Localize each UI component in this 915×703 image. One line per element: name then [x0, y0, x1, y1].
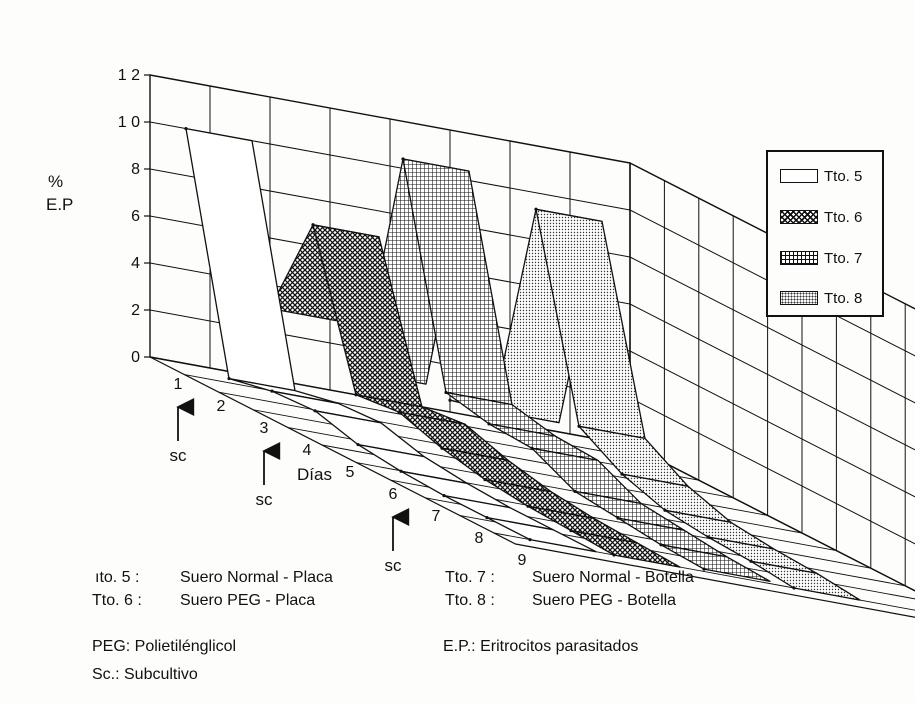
data-point [663, 509, 666, 512]
legend-swatch-tto6 [780, 210, 818, 224]
legend-item-tto8 [780, 288, 862, 308]
chart-labels [46, 172, 332, 484]
subculture-label: sc [384, 556, 402, 575]
legend-label-tto7: Tto. 7 [824, 249, 863, 267]
note-tto5-text: Suero Normal - Placa [180, 569, 333, 586]
data-point [573, 490, 576, 493]
data-point [702, 568, 705, 571]
y-axis-label-symbol: % [48, 172, 64, 191]
back-wall-gridline-h [630, 304, 915, 491]
legend-swatch-tto7 [780, 251, 818, 265]
data-point [313, 409, 316, 412]
note-peg: PEG: Polietilénglicol [92, 638, 237, 655]
legend-label-tto8: Tto. 8 [824, 289, 863, 307]
data-point [397, 411, 400, 414]
data-point [270, 390, 273, 393]
note-ep: E.P.: Eritrocitos parasitados [443, 638, 639, 655]
note-tto6-key: Tto. 6 : [92, 592, 142, 609]
data-point [577, 425, 580, 428]
data-point [487, 422, 490, 425]
data-point [749, 560, 752, 563]
data-point [659, 543, 662, 546]
data-point [530, 447, 533, 450]
x-axis-label: Días [297, 465, 332, 484]
x-tick-label: 5 [345, 464, 355, 481]
legend-item-tto7 [780, 248, 862, 268]
note-tto8-key: Tto. 8 : [445, 592, 495, 609]
y-tick-label: 1 2 [117, 67, 140, 84]
data-point [448, 399, 451, 402]
y-tick-label: 0 [131, 349, 140, 366]
subculture-label: sc [169, 446, 187, 465]
note-tto7-key: Tto. 7 : [445, 569, 495, 586]
data-point [526, 505, 529, 508]
x-tick-label: 6 [388, 486, 398, 503]
x-tick-label: 4 [302, 442, 312, 459]
data-point [528, 538, 531, 541]
data-point [534, 208, 537, 211]
y-axis-label-text: E.P [46, 195, 74, 214]
legend-item-tto6 [780, 207, 862, 227]
data-point [569, 529, 572, 532]
x-tick-label: 3 [259, 420, 269, 437]
note-tto6-text: Suero PEG - Placa [180, 592, 316, 609]
data-point [616, 517, 619, 520]
data-point [620, 473, 623, 476]
y-tick-label: 8 [131, 161, 140, 178]
data-point [440, 447, 443, 450]
data-point [399, 470, 402, 473]
data-point [706, 535, 709, 538]
data-point [444, 391, 447, 394]
data-point [485, 516, 488, 519]
x-tick-label: 9 [517, 552, 527, 569]
note-tto8-text: Suero PEG - Botella [532, 592, 677, 609]
subculture-label: sc [255, 490, 273, 509]
data-point [483, 478, 486, 481]
data-point [442, 494, 445, 497]
y-tick-label: 4 [131, 255, 140, 272]
x-tick-label: 1 [173, 376, 183, 393]
data-point [311, 223, 314, 226]
x-tick-label: 2 [216, 398, 226, 415]
note-sc: Sc.: Subcultivo [92, 666, 198, 683]
legend-swatch-tto5 [780, 169, 818, 183]
legend-swatch-tto8 [780, 291, 818, 305]
data-point [792, 586, 795, 589]
legend-item-tto5 [780, 166, 862, 186]
note-tto7-text: Suero Normal - Botella [532, 569, 694, 586]
ribbon-segment [186, 129, 295, 391]
x-tick-label: 8 [474, 530, 484, 547]
y-tick-label: 2 [131, 302, 140, 319]
legend-label-tto5: Tto. 5 [824, 167, 863, 185]
legend-label-tto6: Tto. 6 [824, 208, 863, 226]
data-point [356, 443, 359, 446]
chart-legend [766, 150, 884, 317]
y-tick-label: 1 0 [117, 114, 140, 131]
data-point [354, 393, 357, 396]
x-tick-label: 7 [431, 508, 441, 525]
chart-ribbons [184, 127, 863, 600]
data-point [401, 157, 404, 160]
note-tto5-key: ıto. 5 : [95, 569, 140, 586]
data-point [612, 553, 615, 556]
data-point [227, 377, 230, 380]
data-point [184, 127, 187, 130]
y-tick-label: 6 [131, 208, 140, 225]
